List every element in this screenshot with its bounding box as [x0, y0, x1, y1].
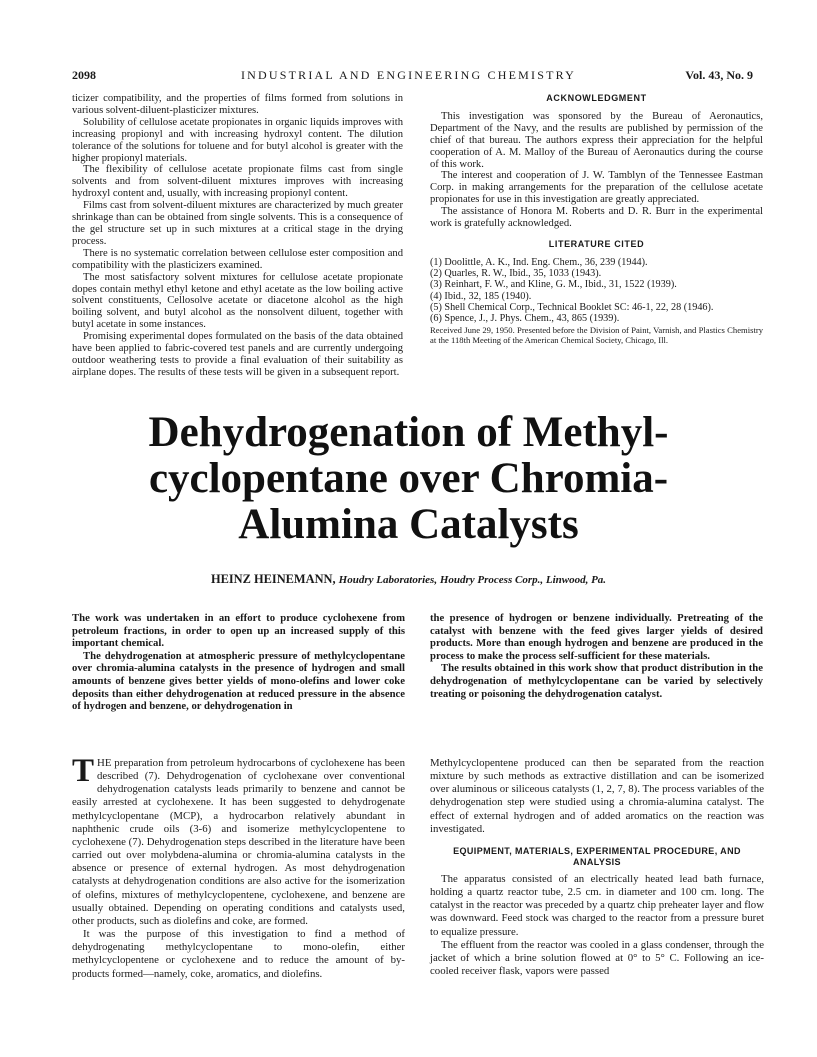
article-title [0, 410, 817, 548]
drop-cap: T [72, 753, 95, 789]
reference-item: (5) Shell Chemical Corp., Technical Booklet SC: 46-1, 22, 28 (1946). [430, 302, 714, 314]
title-line: Alumina Catalysts [238, 501, 579, 548]
paragraph: ticizer compatibility, and the properties of films formed from solutions in various solvent-diluent-plasticizer mixtures. [72, 93, 403, 116]
page-number: 2098 [72, 68, 96, 82]
reference-item: (2) Quarles, R. W., Ibid., 35, 1033 (1943). [430, 268, 602, 280]
abstract-paragraph: The dehydrogenation at atmospheric pressure of methylcyclopentane over chromia-alumina catalysts in the presence of hydrogen and small amounts of benzene gives better yields of mono-olefins and lower coke deposits than either dehydrogenation at reduced pressure in the absence of hydrogen and benzene, or dehydrogenation in [72, 649, 405, 713]
reference-item: (3) Reinhart, F. W., and Kline, G. M., Ibid., 31, 1522 (1939). [430, 279, 677, 291]
paragraph: Films cast from solvent-diluent mixtures are characterized by much greater shrinkage than can be obtained from single solvents. This is a consequence of the gel structure set up in such mixtures at a critical stage in the drying process. [72, 200, 403, 247]
paragraph: The most satisfactory solvent mixtures for cellulose acetate propionate dopes contain methyl ethyl ketone and ethyl acetate as the low boiling active solvent constituents, Cellosolve acetate or diacetone alcohol as the high boiling solvent, and butyl alcohol as the nonsolvent diluent, together with butyl acetate in some instances. [72, 271, 403, 331]
paragraph-text: HE preparation from petroleum hydrocarbons of cyclohexene has been described (7). Dehydrogenation of cyclohexane over conventional dehydrogenation catalysts leads primarily to benzene and cannot be easily arrested at cyclohexene. It has been suggested to dehydrogenate methylcyclopentane (MCP), a hydrocarbon relatively abundant in naphthenic crude oils (3-6) and isomerize methylcyclopentene to cyclohexene (7). Dehydrogenation steps described in the literature have been carried out over molybdena-alumina or chromia-alumina catalysts in the absence or presence of external hydrogen. As most dehydrogenation catalysts at dehydrogenation conditions are also active for the isomerization of olefins, mixtures of methylcyclopentene, cyclohexene, and benzene are usually obtained. Depending on operating conditions and catalysts used, other products, such as diolefins and coke, are formed. [72, 757, 405, 927]
paragraph [72, 753, 405, 928]
received-note: Received June 29, 1950. Presented before the Division of Paint, Varnish, and Plastics Chemistry at the 118th Meeting of the American Chemical Society, Chicago, Ill. [430, 324, 763, 346]
paragraph: The apparatus consisted of an electrically heated lead bath furnace, holding a quartz reactor tube, 2.5 cm. in diameter and 100 cm. long. The catalyst in the reactor was preceded by a quartz chip preheater layer and flow was downward. Feed stock was charged to the reactor from a pressure buret to equalize pressure. [430, 872, 764, 938]
body-right-column [430, 757, 764, 978]
body-left-column [72, 753, 405, 981]
paragraph: Solubility of cellulose acetate propionates in organic liquids improves with increasing propionyl and with increasing hydroxyl content. The dilution tolerance of the solutions for toluene and for butyl alcohol is greater with the higher propionyl materials. [72, 116, 403, 164]
section-heading: EQUIPMENT, MATERIALS, EXPERIMENTAL PROCEDURE, AND ANALYSIS [453, 845, 741, 867]
reference-item: (6) Spence, J., J. Phys. Chem., 43, 865 (1939). [430, 313, 620, 325]
byline [0, 572, 817, 587]
acknowledgment-heading: ACKNOWLEDGMENT [546, 93, 647, 103]
paragraph: It was the purpose of this investigation to find a method of dehydrogenating methylcyclopentane to mono-olefin, either methylcyclopentene or cyclohexene and to reduce the amount of by-products formed—namely, coke, aromatics, and diolefins. [72, 928, 405, 980]
volume-issue: Vol. 43, No. 9 [685, 68, 753, 82]
abstract-paragraph: The work was undertaken in an effort to produce cyclohexene from petroleum fractions, in order to open up an increased supply of this important chemical. [72, 612, 405, 650]
journal-title: INDUSTRIAL AND ENGINEERING CHEMISTRY [240, 68, 577, 82]
previous-article-conclusions [72, 93, 403, 379]
abstract-paragraph: the presence of hydrogen or benzene individually. Pretreating of the catalyst with benzene with the feed gives larger yields of desired products. More than enough hydrogen and benzene are produced in the process to make the process self-sufficient for these materials. [430, 612, 763, 662]
reference-item: (4) Ibid., 32, 185 (1940). [430, 290, 532, 302]
paragraph: The assistance of Honora M. Roberts and D. R. Burr in the experimental work is gratefully acknowledged. [430, 206, 763, 230]
abstract-left [72, 612, 405, 713]
literature-cited-heading: LITERATURE CITED [548, 238, 645, 249]
paragraph: This investigation was sponsored by the Bureau of Aeronautics, Department of the Navy, and the results are published by permission of the chief of that bureau. The authors express their appreciation for the helpful cooperation of A. M. Malloy of the Bureau of Aeronautics during the course of this work. [430, 110, 763, 170]
acknowledgment-and-references [430, 93, 763, 346]
abstract-right [430, 612, 763, 700]
title-line: Dehydrogenation of Methyl- [148, 409, 669, 456]
paragraph: The flexibility of cellulose acetate propionate films cast from single solvents and from solvent-diluent mixtures improves with increasing hydroxyl content and, usually, with increasing propionyl content. [72, 164, 403, 200]
paragraph: The effluent from the reactor was cooled in a glass condenser, through the jacket of which a brine solution flowed at 0° to 5° C. Following an ice-cooled receiver flask, vapors were passed [430, 938, 764, 978]
abstract-paragraph: The results obtained in this work show that product distribution in the dehydrogenation of methylcyclopentane can be varied by selectively treating or poisoning the dehydrogenation catalyst. [430, 662, 763, 700]
author-name: HEINZ HEINEMANN, [210, 572, 336, 586]
paragraph: Methylcyclopentene produced can then be separated from the reaction mixture by such methods as extractive distillation and can be isomerized over aluminous or siliceous catalysts (1, 2, 7, 8). The process variables of the dehydrogenation step were studied using a chromia-alumina catalyst. The effect of external hydrogen and of added aromatics on the reaction was investigated. [430, 757, 764, 835]
paragraph: The interest and cooperation of J. W. Tamblyn of the Tennessee Eastman Corp. in making arrangements for the preparation of the cellulose acetate propionates for use in this investigation are greatly appreciated. [430, 170, 763, 206]
reference-item: (1) Doolittle, A. K., Ind. Eng. Chem., 36, 239 (1944). [430, 256, 648, 268]
paragraph: There is no systematic correlation between cellulose ester composition and compatibility with the plasticizers examined. [72, 247, 403, 271]
paragraph: Promising experimental dopes formulated on the basis of the data obtained have been applied to fabric-covered test panels and are currently undergoing outdoor weathering tests to provide a final evaluation of their suitability as airplane dopes. The results of these tests will be given in a subsequent report. [72, 331, 403, 378]
affiliation: Houdry Laboratories, Houdry Process Corp., Linwood, Pa. [338, 574, 607, 586]
title-line: cyclopentane over Chromia- [148, 455, 669, 502]
